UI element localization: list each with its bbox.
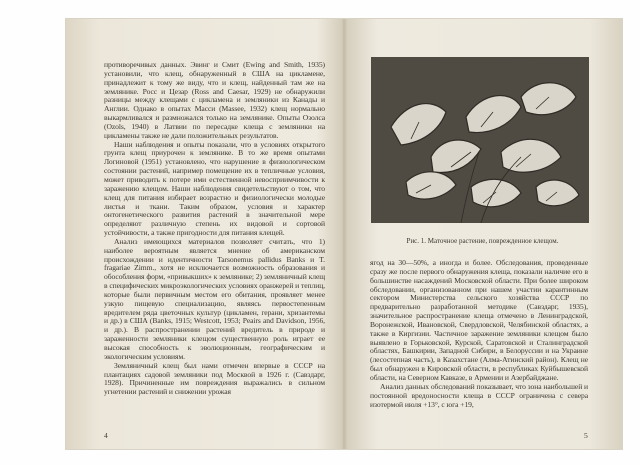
left-page-text [104,61,325,433]
open-book [66,19,622,449]
paragraph: Анализ данных обследований показывает, что зона наибольшей и постоянной вредоносности клеща в СССР ограничена с севера изотермой июля +13°, с юга +19, [370,381,588,409]
figure-caption: Рис. 1. Маточное растение, поврежденное клещом. [406,237,559,245]
plant-photo [371,57,589,223]
page-number: 5 [584,431,588,440]
paragraph: ягод на 30—50%, а иногда и более. Обследования, проведенные сразу же после первого обнаружения клеща, показали наличие его в большинстве насаждений Московской области. При более широком обследовании, организованном при нашем участии карантинным сектором Министерства сельского хозяйства СССР по предварительно разработанной методике (Савздарг, 1935), значительное распространение клеща отмечено в Ленинградской, Воронежской, Ивановской, Свердловской, Челябинской областях, а также в Киргизии. Частичное заражение земляники клещом было выявлено в Горьковской, Курской, Саратовской и Сталинградской областях, Башкирии, Западной Сибири, в Белоруссии и на Украине (лесостепная часть), в Казахстане (Алма-Атинский район). Клещ не был обнаружен в Кировской области, в республиках Куйбышевской области, на Северном Кавказе, в Армении и Азербайджане. [370,259,588,382]
plant-illustration [371,57,589,223]
right-page-text [370,259,588,431]
page-number: 4 [104,431,108,440]
paragraph: Анализ имеющихся материалов позволяет считать, что 1) наиболее вероятным является мнение об американском происхождении и идентичности Tarsonemus pallidus Banks и T. fragariae Zimm., хотя не исключается возможность образования и обособления форм, «привыкших» к землянике; 2) земляничный клещ в специфических микроэкологических условиях оранжерей и теплиц, которые были первичным местом его обитания, проявляет менее узкую пищевую специализацию, являясь первостепенным вредителем ряда цветочных культур (цикламен, герани, хризантемы и др.) в США (Banks, 1915; Westcott, 1953; Peairs and Davidson, 1956, и др.). В распространении растений вредитель в природе и зараженности земляники клещом существенную роль играет ее высокая способность к эволюционным, географическим и экологическим условиям. [104,236,325,361]
paragraph: Наши наблюдения и опыты показали, что в условиях открытого грунта клещ приурочен к землянике. В то же время опытами Логиновой (1951) установлено, что нарушение в физиологическом состоянии растений, например помещение их в тепличные условия, может приводить к потере ими естественной невосприимчивости к заражению клещом. Наши наблюдения свидетельствуют о том, что клещ для питания избирает возрастно и физиологически молодые листья и ткани. Таким образом, условия и характер онтогенетического развития растений в значительной мере определяют различную степень их видовой и сортовой устойчивости, а также пригодности для питания клещей. [104,139,325,238]
paragraph: противоречивых данных. Эвинг и Смит (Ewing and Smith, 1935) установили, что клещ, обнаруженный в США на цикламене, принадлежит к тому же виду, что и клещ, найденный там же на землянике. Росс и Цезар (Ross and Caesar, 1929) не обнаружили разницы между клещами с цикламена и земляники из Канады и Англии. Однако в опытах Масси (Massee, 1932) клещ нормально выкармливался и размножался только на землянике. Опыты Озолса (Ozols, 1940) в Латвии по пересадке клеща с земляники на цикламены также не дали положительных результатов. [104,61,325,140]
right-page [346,19,622,449]
paragraph: Земляничный клещ был нами отмечен впервые в СССР на плантациях садовой земляники под Москвой в 1926 г. (Савздарг, 1928). Причиненные им повреждения выражались в сильном угнетении растений и снижении урожая [104,360,325,397]
left-page [66,19,344,449]
